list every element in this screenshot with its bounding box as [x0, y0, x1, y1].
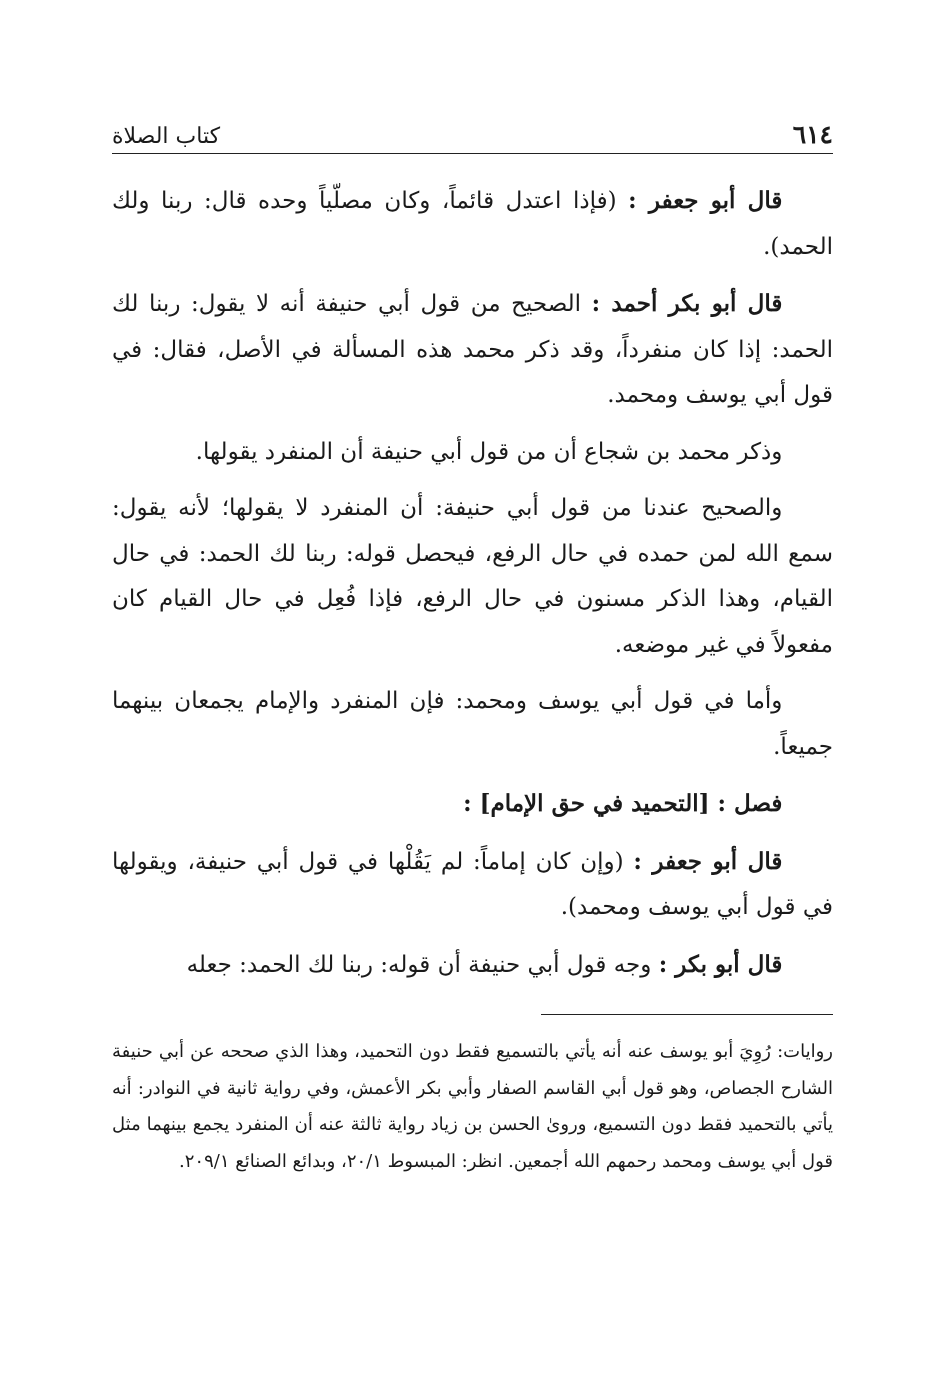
paragraph [112, 942, 833, 989]
main-text [112, 178, 833, 999]
footnote [112, 1034, 833, 1180]
speaker-label: قال أبو بكر أحمد : [591, 290, 783, 317]
page-header [112, 112, 833, 154]
footnote-text: روايات: رُوِيَ أبو يوسف عنه أنه يأتي بالتسميع فقط دون التحميد، وهذا الذي صححه عن أبي حنيفة الشارح الجصاص، وهو قول أبي القاسم الصفار وأبي بكر الأعمش، وفي رواية ثانية في النوادر: أنه يأتي بالتحميد فقط دون التسميع، وروىٰ الحسن بن زياد رواية ثالثة عنه أن المنفرد يجمع بينهما مثل قول أبي يوسف ومحمد رحمهم الله أجمعين. انظر: المبسوط ٢٠/١، وبدائع الصنائع ٢٠٩/١. [112, 1041, 833, 1172]
section-title: فصل : [التحميد في حق الإمام] : [463, 790, 783, 817]
speaker-label: قال أبو جعفر : [628, 187, 783, 214]
paragraph [112, 679, 833, 770]
paragraph [112, 839, 833, 931]
speaker-label: قال أبو بكر : [658, 950, 783, 978]
paragraph-text: وجه قول أبي حنيفة أن قوله: ربنا لك الحمد: جعله [186, 951, 659, 978]
paragraph-text: وذكر محمد بن شجاع أن من قول أبي حنيفة أن المنفرد يقولها. [195, 438, 783, 465]
paragraph [112, 486, 833, 668]
paragraph [112, 178, 833, 270]
paragraph-text: والصحيح عندنا من قول أبي حنيفة: أن المنفرد لا يقولها؛ لأنه يقول: سمع الله لمن حمده في حال الرفع، فيحصل قوله: ربنا لك الحمد: في حال القيام، وهذا الذكر مسنون في حال الرفع، فإذا فُعِل في حال القيام كان مفعولاً في غير موضعه. [112, 495, 833, 658]
paragraph [112, 430, 833, 476]
paragraph-text: الصحيح من قول أبي حنيفة أنه لا يقول: ربنا لك الحمد: إذا كان منفرداً، وقد ذكر محمد هذه المسألة في الأصل، فقال: في قول أبي يوسف ومحمد. [112, 291, 833, 408]
paragraph [112, 281, 833, 419]
page-number: ٦١٤ [792, 120, 833, 149]
paragraph-text: (فإذا اعتدل قائماً، وكان مصلّياً وحده قال: ربنا ولك الحمد). [112, 188, 833, 260]
footnote-divider [541, 1014, 833, 1015]
speaker-label: قال أبو جعفر : [633, 847, 783, 875]
running-title: كتاب الصلاة [112, 124, 221, 149]
section-heading [112, 781, 833, 828]
paragraph-text: (وإن كان إماماً: لم يَقُلْها في قول أبي حنيفة، ويقولها في قول أبي يوسف ومحمد). [112, 848, 833, 920]
paragraph-text: وأما في قول أبي يوسف ومحمد: فإن المنفرد والإمام يجمعان بينهما جميعاً. [112, 688, 833, 760]
